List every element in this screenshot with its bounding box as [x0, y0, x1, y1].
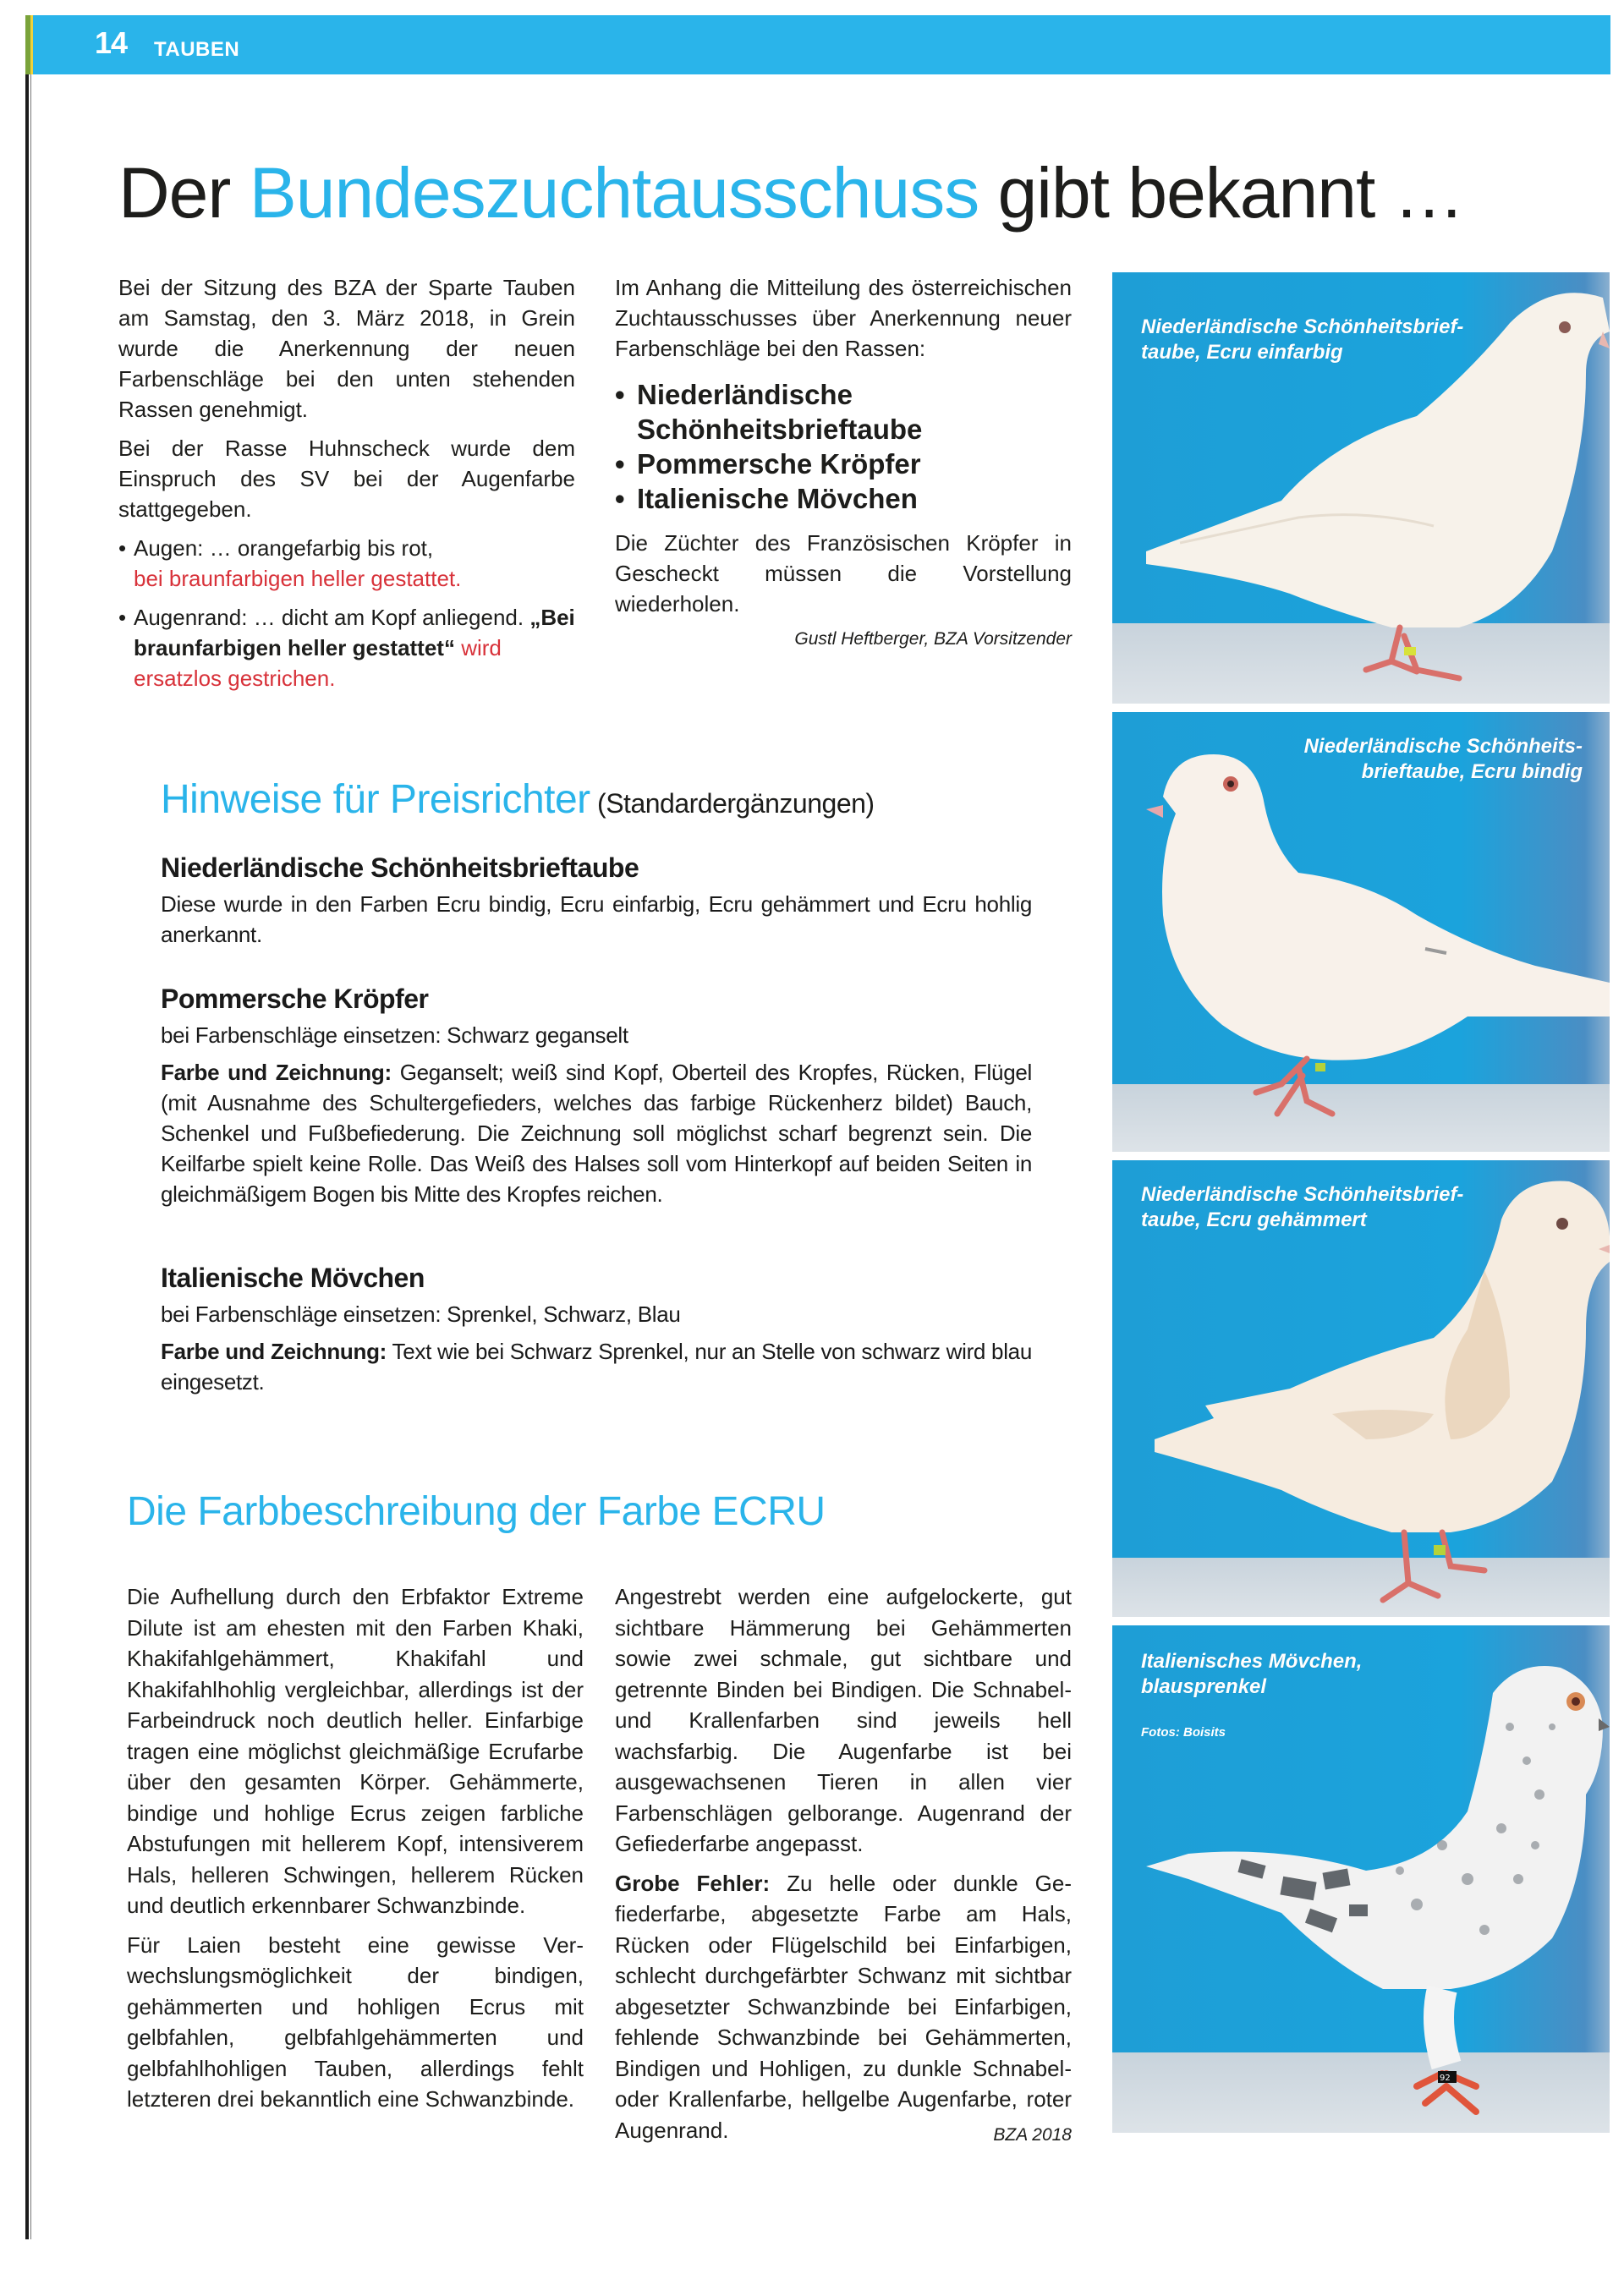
- caption-line: Niederländische Schönheits-: [1303, 735, 1583, 758]
- caption-line: blausprenkel: [1141, 1675, 1267, 1698]
- announcement-column-1: [118, 272, 575, 702]
- announcement-paragraph: Bei der Sitzung des BZA der Sparte Tauben am Samstag, den 3. März 2018, in Grein wurde die Anerkennung der neuen Farbenschläge bei den unten stehenden Rassen genehmigt.: [118, 275, 575, 422]
- caption-line: taube, Ecru gehämmert: [1141, 1208, 1367, 1231]
- breed-text: Diese wurde in den Farben Ecru bindig, Ecru einfarbig, Ecru gehämmert und Ecru hohlig anerkannt.: [161, 891, 1032, 947]
- breed-description: [161, 1336, 1032, 1397]
- scan-edge-line-thin: [30, 74, 31, 2239]
- title-accent: Bundeszuchtausschuss: [249, 153, 979, 233]
- photo-caption: [1141, 1649, 1362, 1700]
- ecru-paragraph: Angestrebt werden eine aufgelockerte, gut sichtbare Hämmerung bei Gehämmerten sowie zwei schmale, gut sichtbare und getrennte Binden bei Bindigen. Die Schnabel- und Krallenfarben sind jeweils hell wachsfarbig. Die Augenfarbe ist bei ausgewachsenen Tieren in allen vier Farbenschlägen gelborange. Augenrand der Gefiederfarbe angepasst.: [615, 1584, 1072, 1856]
- breed-colors: bei Farbenschläge einsetzen: Sprenkel, Schwarz, Blau: [161, 1301, 681, 1327]
- caption-line: Niederländische Schönheitsbrief-: [1141, 315, 1464, 338]
- photo-caption: [1141, 315, 1463, 365]
- photo-moevchen-blausprenkel: [1112, 1625, 1610, 2133]
- amendment-text: Augenrand: … dicht am Kopf anliegend.: [134, 605, 530, 630]
- title-part2: gibt bekannt …: [979, 153, 1464, 233]
- photo-ecru-gehaemmert: [1112, 1160, 1610, 1617]
- breed-text: Text wie bei Schwarz Sprenkel, nur an Stelle von schwarz wird blau eingesetzt.: [161, 1339, 1032, 1395]
- scan-edge-line: [25, 74, 29, 2239]
- faults-paragraph: [615, 1868, 1072, 2146]
- breed-block-niederlaendische: [161, 850, 1032, 956]
- section-title-hinweise: [161, 776, 875, 823]
- ecru-paragraph: Die Aufhellung durch den Erbfaktor Extreme Dilute ist am ehesten mit den Farben Khaki, Khakifahlgehämmert, Khakifahl und Khakifahlhohlig vergleichbar, allerdings ist der Farbeindruck noch deutlich heller. Einfarbige tragen eine möglichst gleichmäßige Ecrufarbe über den gesamten Körper. Gehämmerte, bindige und hohlige Ecrus zeigen farbliche Abstufungen mit hellerem Kopf, intensiverem Hals, helleren Schwingen, hellerem Rücken und deutlich erkennbarer Schwanzbinde.: [127, 1584, 584, 1918]
- header-band: [25, 15, 1610, 74]
- caption-line: brieftaube, Ecru bindig: [1361, 760, 1583, 783]
- ecru-column-1: [127, 1581, 584, 2123]
- recognized-breed: • Niederländische Schönheitsbrieftaube: [615, 377, 1072, 447]
- photo-ecru-bindig: [1112, 712, 1610, 1152]
- photo-ecru-einfarbig: [1112, 272, 1610, 704]
- repeat-note: Die Züchter des Französischen Kröpfer in Gescheckt müssen die Vorstellung wiederholen.: [615, 530, 1072, 616]
- title-part1: Der: [118, 153, 250, 233]
- faults-text: Zu helle oder dunkle Gefiederfarbe, abgesetzte Farbe am Hals, Rücken oder Flügelschild bei Einfarbigen, schlecht durchgefärbter Schwanz mit sichtbar abgesetzter Schwanzbinde bei Einfarbigen, fehlende Schwanzbinde bei Gehämmerten, Bindigen und Hohligen, zu dunkle Schnabel- oder Krallenfarbe, hellgelbe Augenfarbe, roter Augenrand.: [615, 1870, 1072, 2143]
- photo-credit: Fotos: Boisits: [1141, 1725, 1226, 1740]
- caption-line: Italienisches Mövchen,: [1141, 1650, 1363, 1673]
- amendment-removed-text: wird ersatzlos gestrichen.: [134, 635, 502, 691]
- appendix-intro: Im Anhang die Mitteilung des österreichischen Zuchtausschusses über Anerkennung neuer Farbenschläge bei den Rassen:: [615, 275, 1072, 361]
- source-note: BZA 2018: [993, 2124, 1072, 2145]
- breed-label: Farbe und Zeichnung:: [161, 1060, 392, 1085]
- section-name: TAUBEN: [154, 38, 240, 61]
- ecru-paragraph: Für Laien besteht eine gewisse Verwechslungsmöglichkeit der bindigen, gehämmerten und hohligen Ecrus mit gelbfahlen, gelbfahlgehämmerten und gelbfahlhohligen Tauben, allerdings fehlt letzteren drei bekanntlich eine Schwanzbinde.: [127, 1932, 584, 2112]
- section-subtitle: (Standardergänzungen): [590, 788, 875, 819]
- faults-label: Grobe Fehler:: [615, 1870, 771, 1896]
- caption-line: Niederländische Schönheitsbrief-: [1141, 1183, 1464, 1206]
- breed-title: Niederländische Schönheitsbrieftaube: [161, 852, 639, 883]
- breed-title: Pommersche Kröpfer: [161, 984, 429, 1014]
- breed-title: Italienische Mövchen: [161, 1263, 425, 1293]
- recognized-breeds-list: [615, 377, 1072, 516]
- signature: Gustl Heftberger, BZA Vorsitzender: [794, 629, 1072, 649]
- page-title: [118, 152, 1464, 234]
- breed-description: [161, 1057, 1032, 1209]
- section-title-text: Hinweise für Preisrichter: [161, 777, 590, 822]
- breed-label: Farbe und Zeichnung:: [161, 1339, 387, 1364]
- amendment-item-eye-rim: [118, 602, 575, 693]
- breed-colors: bei Farbenschläge einsetzen: Schwarz geganselt: [161, 1022, 628, 1048]
- amendment-text: Augen: … orangefarbig bis rot,: [134, 535, 434, 561]
- breed-block-italienische: [161, 1260, 1032, 1404]
- caption-line: taube, Ecru einfarbig: [1141, 341, 1343, 364]
- announcement-column-2: [615, 272, 1072, 655]
- breed-text: Geganselt; weiß sind Kopf, Oberteil des Kropfes, Rücken, Flügel (mit Ausnahme des Schultergefieders, welches das farbige Rückenherz bildet) Bauch, Schenkel und Fußbefiederung. Die Zeichnung soll möglichst scharf begrenzt sein. Die Keilfarbe spielt keine Rolle. Das Weiß des Halses soll vom Hinterkopf auf beiden Seiten in gleichmäßigem Bogen bis Mitte des Kropfes reichen.: [161, 1060, 1032, 1207]
- section-title-ecru: Die Farbbeschreibung der Farbe ECRU: [127, 1489, 826, 1534]
- photo-caption: [1304, 734, 1583, 785]
- leg-ring-number: 92: [1440, 2074, 1451, 2083]
- ecru-column-2: [615, 1581, 1072, 2154]
- photo-caption: [1141, 1182, 1463, 1233]
- announcement-paragraph: Bei der Rasse Huhnscheck wurde dem Einspruch des SV bei der Augenfarbe stattgegeben.: [118, 436, 575, 522]
- breed-block-pommersche: [161, 981, 1032, 1216]
- amendment-item-eyes: [118, 533, 575, 594]
- recognized-breed: • Pommersche Kröpfer: [615, 447, 1072, 481]
- amendment-list: [118, 533, 575, 693]
- recognized-breed: • Italienische Mövchen: [615, 481, 1072, 516]
- page-number: 14: [95, 25, 128, 60]
- amendment-quote: „Bei braunfarbigen heller gestattet“: [134, 605, 575, 660]
- amendment-added-text: bei braunfarbigen heller gestattet.: [134, 566, 462, 591]
- pigeon-illustration: [1112, 1625, 1610, 2133]
